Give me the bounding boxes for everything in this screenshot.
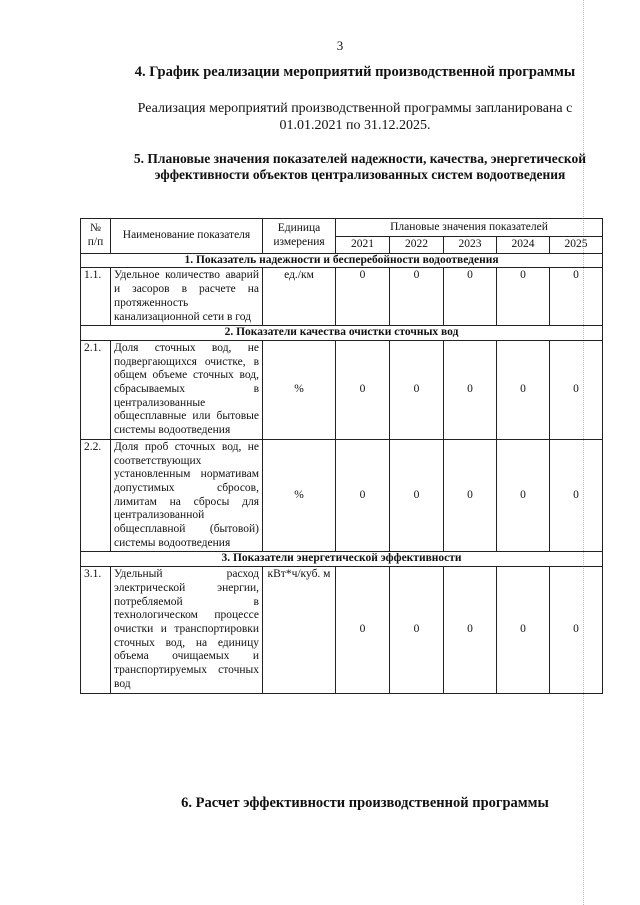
section-header-energy: 3. Показатели энергетической эффективности — [81, 552, 603, 567]
table-row — [81, 439, 603, 552]
header-year: 2021 — [336, 237, 390, 254]
indicator-name: Удельный расход электрической энергии, потребляемой в технологическом процессе очистки и транспортировки сточных вод, на единицу объема очищаемых и транспортируемых сточных вод — [111, 567, 263, 693]
indicator-unit: % — [263, 439, 336, 552]
value-2025: 0 — [550, 340, 603, 439]
header-plan-values: Плановые значения показателей — [336, 219, 603, 237]
header-year: 2025 — [550, 237, 603, 254]
value-2021: 0 — [336, 439, 390, 552]
indicator-unit: ед./км — [263, 268, 336, 326]
header-name: Наименование показателя — [111, 219, 263, 254]
table-row — [81, 268, 603, 326]
value-2025: 0 — [550, 268, 603, 326]
value-2023: 0 — [444, 268, 497, 326]
table-row — [81, 567, 603, 693]
value-2025: 0 — [550, 439, 603, 552]
value-2025: 0 — [550, 567, 603, 693]
indicator-name: Удельное количество аварий и засоров в расчете на протяженность канализационной сети в год — [111, 268, 263, 326]
value-2023: 0 — [444, 340, 497, 439]
value-2024: 0 — [497, 268, 550, 326]
value-2023: 0 — [444, 439, 497, 552]
value-2024: 0 — [497, 340, 550, 439]
value-2021: 0 — [336, 340, 390, 439]
row-number: 2.1. — [81, 340, 111, 439]
section4-title: 4. График реализации мероприятий производственной программы — [134, 64, 576, 80]
section4-text: Реализация мероприятий производственной программы запланирована с 01.01.2021 по 31.12.2025. — [137, 101, 573, 133]
value-2024: 0 — [497, 439, 550, 552]
value-2021: 0 — [336, 268, 390, 326]
section6-title: 6. Расчет эффективности производственной программы — [181, 795, 549, 811]
value-2022: 0 — [390, 439, 444, 552]
header-year: 2023 — [444, 237, 497, 254]
section-header-reliability: 1. Показатель надежности и бесперебойности водоотведения — [81, 253, 603, 268]
value-2022: 0 — [390, 268, 444, 326]
value-2024: 0 — [497, 567, 550, 693]
page-number: 3 — [336, 38, 344, 53]
header-unit: Единица измерения — [263, 219, 336, 254]
indicators-table — [80, 218, 603, 694]
indicator-name: Доля сточных вод, не подвергающихся очистке, в общем объеме сточных вод, сбрасываемых в централизованные общесплавные или бытовые системы водоотведения — [111, 340, 263, 439]
value-2022: 0 — [390, 567, 444, 693]
value-2022: 0 — [390, 340, 444, 439]
indicator-unit: кВт*ч/куб. м — [263, 567, 336, 693]
row-number: 3.1. — [81, 567, 111, 693]
row-number: 2.2. — [81, 439, 111, 552]
value-2021: 0 — [336, 567, 390, 693]
section5-title: 5. Плановые значения показателей надежности, качества, энергетической эффективности объектов централизованных систем водоотведения — [133, 151, 587, 182]
header-year: 2024 — [497, 237, 550, 254]
section-header-quality: 2. Показатели качества очистки сточных вод — [81, 326, 603, 341]
indicator-unit: % — [263, 340, 336, 439]
header-year: 2022 — [390, 237, 444, 254]
header-num: № п/п — [81, 219, 111, 254]
value-2023: 0 — [444, 567, 497, 693]
table-row — [81, 340, 603, 439]
row-number: 1.1. — [81, 268, 111, 326]
indicator-name: Доля проб сточных вод, не соответствующих установленным нормативам допустимых сбросов, лимитам на сбросы для централизованной общесплавной (бытовой) системы водоотведения — [111, 439, 263, 552]
